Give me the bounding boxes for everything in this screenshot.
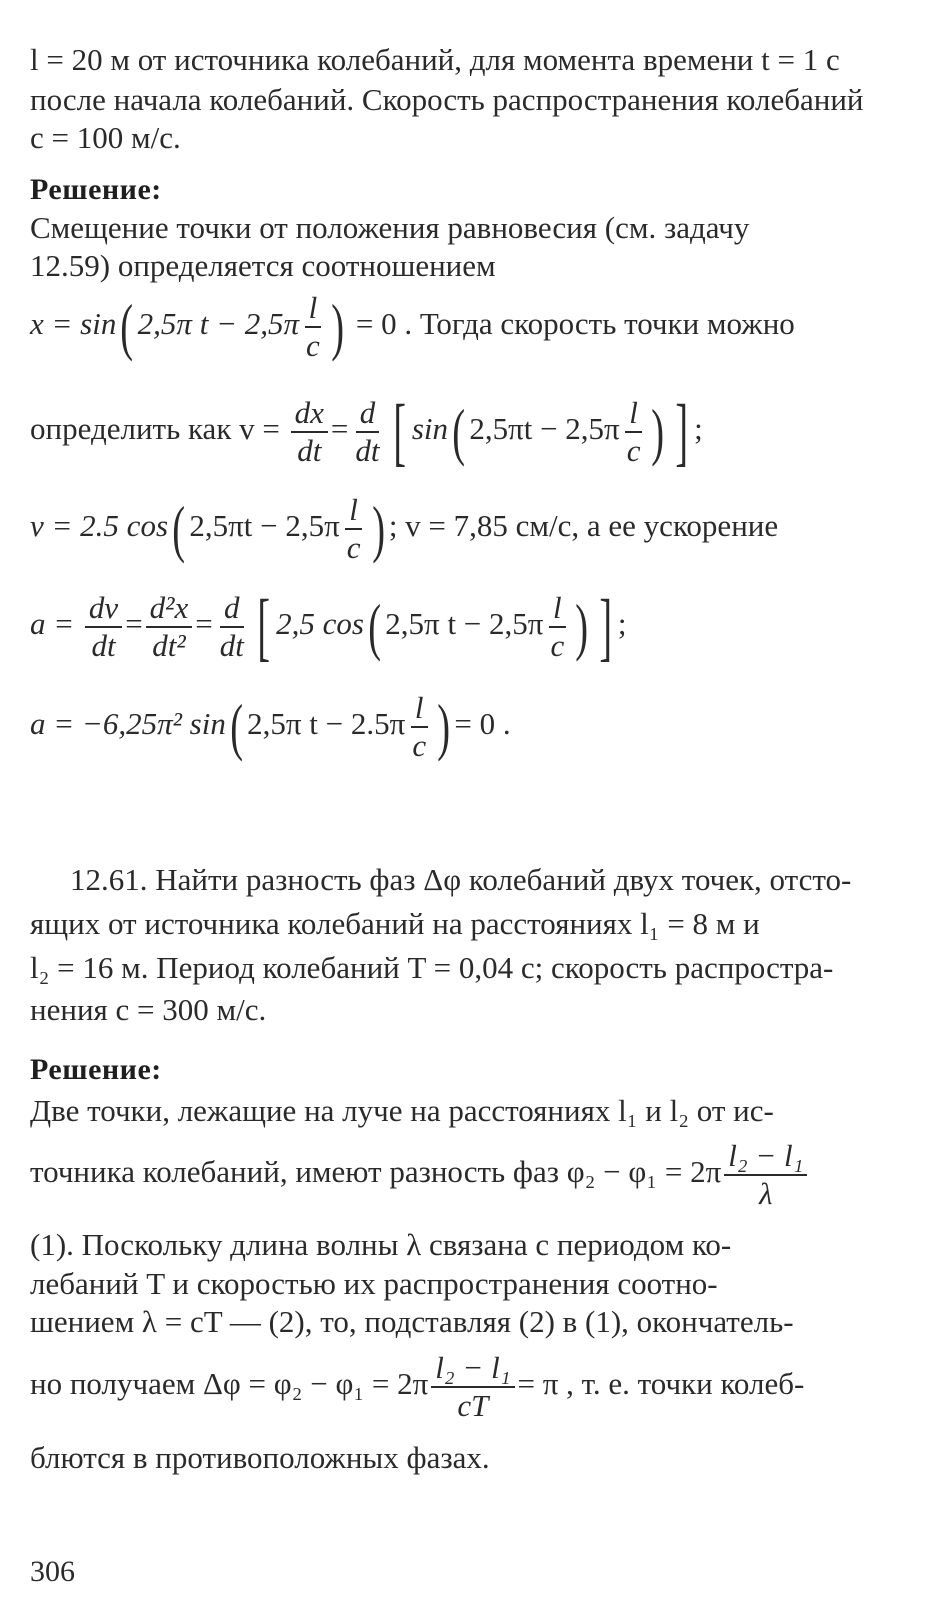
- fraction: [623, 395, 645, 469]
- formula-text: но получаем Δφ = φ₂ − φ₁ = 2π: [30, 1366, 429, 1402]
- fraction-denominator: c: [626, 433, 641, 468]
- formula-text: 2,5πt − 2,5π: [189, 508, 340, 544]
- text-line: после начала колебаний. Скорость распространения колебаний: [30, 82, 864, 117]
- formula-acceleration-def: a = $\frac{dv}{dt}$ = $\frac{\text{d²x}}{\text{dt²}}$ = $\frac{d}{dt}$ [ 2,5 cos( 2,5π t − 2,5π $\frac{l}{c}$ ) ] ;: [30, 585, 627, 669]
- fraction: [431, 1350, 514, 1424]
- formula-displacement: x = sin( 2,5π t − 2,5π $\frac{l}{c}$ ) = 0 . Тогда скорость точки можно: [30, 290, 795, 363]
- fraction-numerator: l₂ − l₁: [431, 1350, 514, 1388]
- solution-heading: Решение:: [30, 1053, 162, 1086]
- formula-text: 2,5πt − 2,5π: [469, 411, 620, 447]
- text-line: 12.59) определяется соотношением: [30, 248, 496, 283]
- fraction-denominator: dt: [355, 433, 380, 468]
- formula-text: = 0 .: [454, 706, 511, 742]
- fraction: [351, 395, 383, 469]
- fraction: [408, 690, 430, 764]
- fraction-numerator: d²x: [146, 590, 193, 628]
- problem-line: нения c = 300 м/с.: [30, 992, 267, 1027]
- fraction-denominator: c: [412, 728, 427, 763]
- formula-acceleration: a = −6,25π² sin( 2,5π t − 2.5π $\frac{l}{c}$ ) = 0 .: [30, 690, 511, 763]
- text-line: l = 20 м от источника колебаний, для момента времени t = 1 с: [30, 42, 840, 77]
- formula-velocity: v = 2.5 cos( 2,5πt − 2,5π $\frac{l}{c}$ ) ; v = 7,85 см/с, а ее ускорение: [30, 492, 779, 565]
- fraction-denominator: dt²: [152, 628, 186, 663]
- formula-text: = π , т. е. точки колеб-: [517, 1366, 805, 1402]
- formula-text: 2,5π t − 2,5π: [137, 306, 300, 342]
- formula-text: = 0 . Тогда скорость точки можно: [355, 306, 795, 342]
- fraction: [216, 590, 248, 664]
- text-line: c = 100 м/с.: [30, 120, 181, 155]
- fraction-numerator: l: [625, 395, 642, 433]
- formula-text: sin: [411, 411, 448, 447]
- fraction-denominator: c: [550, 628, 565, 663]
- formula-velocity-def: определить как v = $\frac{dx}{dt}$ = $\frac{d}{dt}$ [ sin( 2,5πt − 2,5π $\frac{l}{c}$ ) ] ;: [30, 390, 703, 474]
- problem-line: l₂ = 16 м. Период колебаний T = 0,04 с; скорость распростра-: [30, 950, 834, 985]
- fraction-numerator: l: [345, 492, 362, 530]
- fraction-denominator: cT: [457, 1388, 489, 1423]
- formula-text: определить как v =: [30, 411, 280, 447]
- page-number: 306: [30, 1555, 75, 1588]
- fraction-denominator: c: [346, 530, 361, 565]
- formula-text: a =: [30, 606, 75, 642]
- fraction: [85, 590, 122, 664]
- fraction-numerator: l: [305, 290, 322, 328]
- fraction-numerator: l₂ − l₁: [724, 1138, 807, 1176]
- fraction: [343, 492, 365, 566]
- problem-line: ящих от источника колебаний на расстояниях l₁ = 8 м и: [30, 906, 760, 941]
- text-line: Две точки, лежащие на луче на расстояниях l₁ и l₂ от ис-: [30, 1093, 774, 1128]
- fraction: [302, 290, 324, 364]
- formula-text: v = 2.5 cos: [30, 508, 169, 544]
- formula-text: a = −6,25π² sin: [30, 706, 226, 742]
- formula-text: точника колебаний, имеют разность фаз φ₂ − φ₁ = 2π: [30, 1154, 722, 1190]
- formula-phase-difference: [30, 1350, 804, 1424]
- fraction-denominator: c: [306, 328, 320, 363]
- fraction: [546, 590, 568, 664]
- text-line: (1). Поскольку длина волны λ связана с периодом ко-: [30, 1227, 732, 1262]
- fraction-denominator: λ: [759, 1176, 773, 1211]
- formula-text: 2,5π t − 2,5π: [385, 606, 544, 642]
- fraction-numerator: d: [356, 395, 380, 433]
- solution-heading: Решение:: [30, 173, 162, 206]
- text-line: [30, 1138, 810, 1212]
- fraction-numerator: dv: [85, 590, 122, 628]
- fraction: [291, 395, 328, 469]
- formula-text: ; v = 7,85 см/с, а ее ускорение: [388, 508, 779, 544]
- fraction-denominator: dt: [297, 433, 322, 468]
- fraction-numerator: l: [411, 690, 428, 728]
- text-line: блются в противоположных фазах.: [30, 1440, 490, 1475]
- formula-text: 2,5 cos: [276, 606, 364, 642]
- fraction-numerator: d: [220, 590, 244, 628]
- fraction-denominator: dt: [219, 628, 244, 663]
- text-line: лебаний T и скоростью их распространения соотно-: [30, 1266, 718, 1301]
- formula-text: x = sin: [30, 306, 117, 342]
- fraction-numerator: dx: [291, 395, 328, 433]
- text-line: шением λ = cT — (2), то, подставляя (2) в (1), окончатель-: [30, 1304, 794, 1339]
- text-line: Смещение точки от положения равновесия (см. задачу: [30, 210, 750, 245]
- fraction: [724, 1138, 807, 1212]
- fraction-denominator: dt: [91, 628, 116, 663]
- problem-line: 12.61. Найти разность фаз Δφ колебаний двух точек, отсто-: [70, 862, 852, 897]
- fraction-numerator: l: [549, 590, 566, 628]
- formula-text: 2,5π t − 2.5π: [247, 706, 406, 742]
- fraction: [146, 590, 193, 664]
